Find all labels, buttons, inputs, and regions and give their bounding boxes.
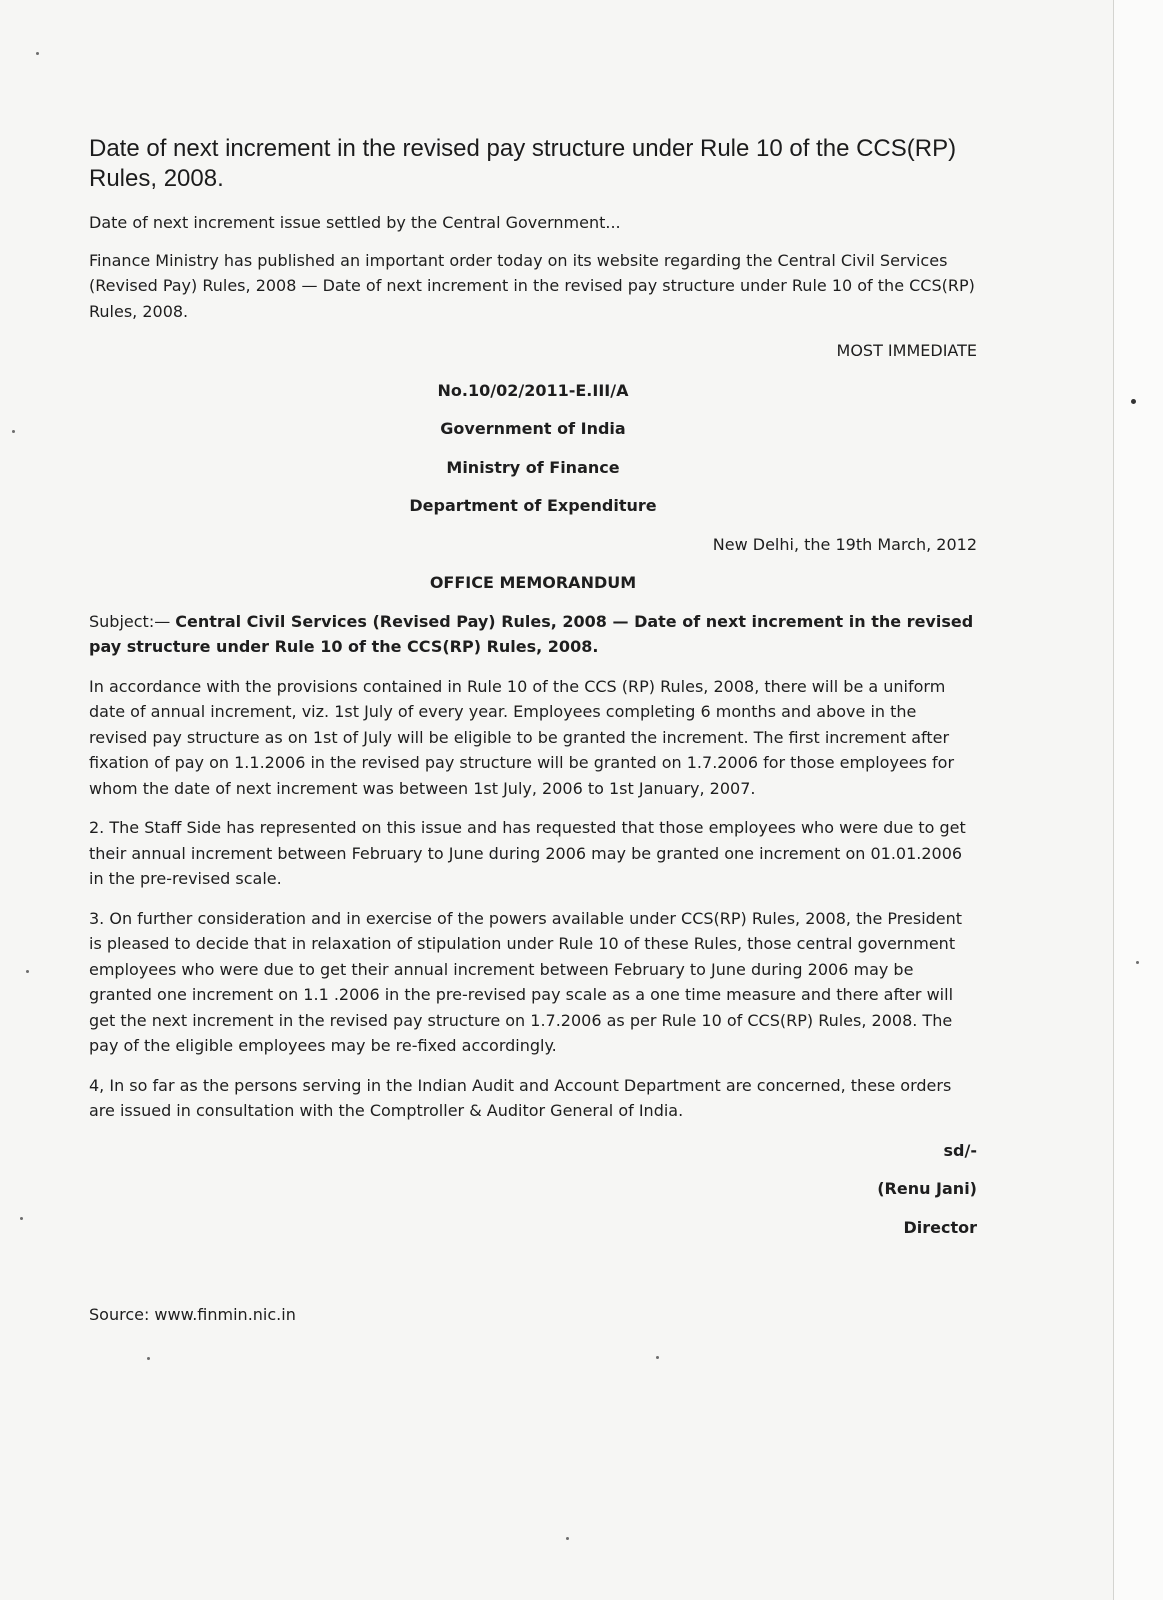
scan-speck [20,1217,23,1220]
priority-label: MOST IMMEDIATE [836,341,977,360]
document-body [89,134,977,1240]
memo-title: OFFICE MEMORANDUM [429,573,637,592]
page-title: Date of next increment in the revised pay structure under Rule 10 of the CCS(RP) Rules, 2008. [89,135,957,192]
scan-speck [36,52,39,55]
scan-speck [26,970,29,973]
paragraph-4: 4, In so far as the persons serving in the Indian Audit and Account Department are concerned, these orders are issued in consultation with the Comptroller & Auditor General of India. [89,1075,952,1120]
signatory-name: (Renu Jani) [877,1179,977,1198]
subject-text: Central Civil Services (Revised Pay) Rules, 2008 — Date of next increment in the revised pay structure under Rule 10 of the CCS(RP) Rules, 2008. [89,611,974,656]
scan-speck [147,1357,150,1360]
scan-speck [566,1537,569,1540]
paragraph-2: 2. The Staff Side has represented on this issue and has requested that those employees who were due to get their annual increment between February to June during 2006 may be granted one increment on 01.01.2006 in the pre-revised scale. [89,818,966,888]
intro-body: Finance Ministry has published an important order today on its website regarding the Central Civil Services (Revised Pay) Rules, 2008 — Date of next increment in the revised pay structure under Rule 10 of the CCS(RP) Rules, 2008. [89,250,975,321]
department-heading: Department of Expenditure [409,496,657,515]
subject-label: Subject:— [89,611,171,631]
scan-speck [1131,399,1136,404]
paragraph-3: 3. On further consideration and in exercise of the powers available under CCS(RP) Rules, 2008, the President is pleased to decide that in relaxation of stipulation under Rule 10 of these Rules, those central government employees who were due to get their annual increment between February to June during 2006 may be granted one increment on 1.1 .2006 in the pre-revised pay scale as a one time measure and there after will get the next increment in the revised pay structure on 1.7.2006 as per Rule 10 of CCS(RP) Rules, 2008. The pay of the eligible employees may be re-fixed accordingly. [89,908,963,1055]
signatory-designation: Director [903,1217,977,1237]
scan-speck [656,1356,659,1359]
file-number: No.10/02/2011-E.III/A [437,380,629,400]
intro-lead: Date of next increment issue settled by the Central Government... [89,213,621,232]
scan-speck [1136,961,1139,964]
source-line: Source: www.finmin.nic.in [89,1305,296,1324]
scan-speck [12,430,15,433]
government-heading: Government of India [440,419,626,438]
subject-line [89,609,977,660]
paragraph-1: In accordance with the provisions contained in Rule 10 of the CCS (RP) Rules, 2008, there will be a uniform date of annual increment, viz. 1st July of every year. Employees completing 6 months and above in the revised pay structure as on 1st of July will be eligible to be granted the increment. The first increment after fixation of pay on 1.1.2006 in the revised pay structure will be granted on 1.7.2006 for those employees for whom the date of next increment was between 1st July, 2006 to 1st January, 2007. [89,676,955,798]
page-edge [1114,0,1163,1600]
signature-mark: sd/- [943,1140,977,1160]
ministry-heading: Ministry of Finance [446,457,620,477]
place-date: New Delhi, the 19th March, 2012 [712,534,977,554]
